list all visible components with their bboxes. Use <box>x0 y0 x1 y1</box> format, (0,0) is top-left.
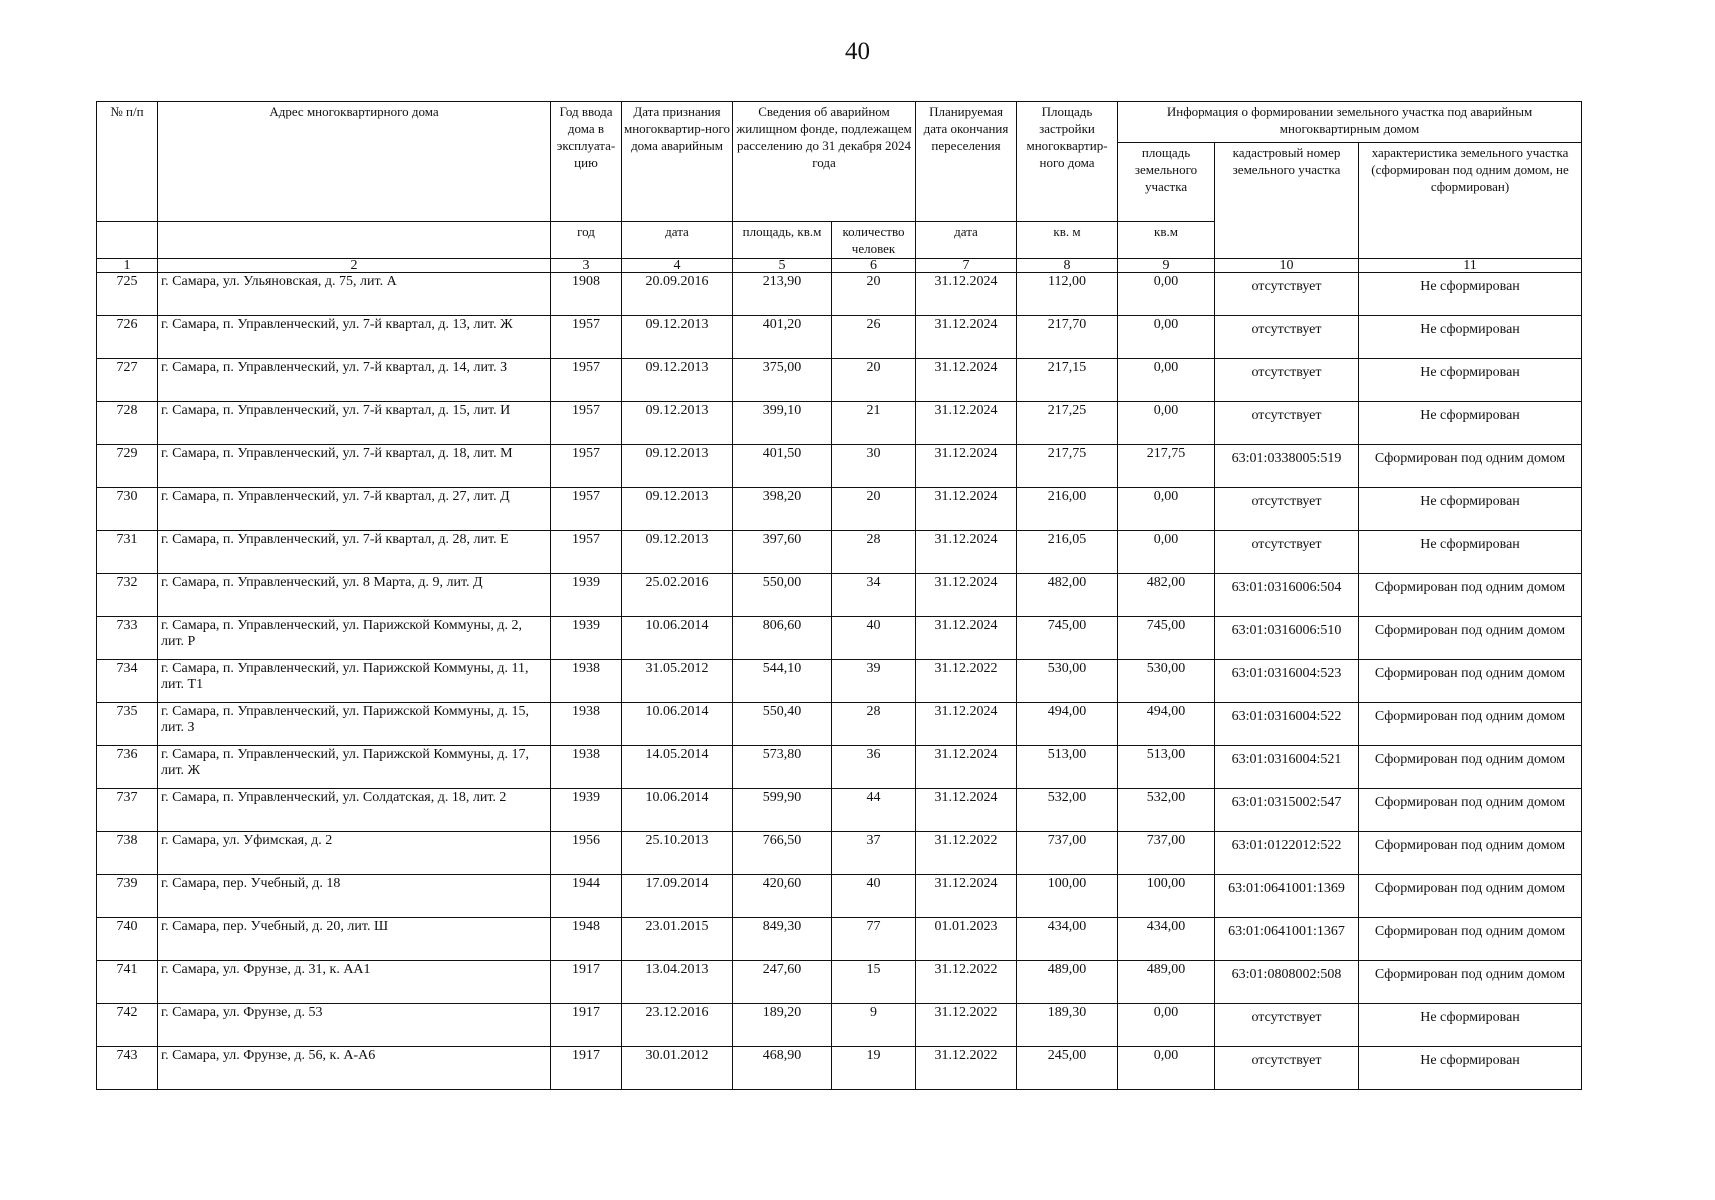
built-area-cell: 189,30 <box>1017 1004 1118 1047</box>
people-cell: 34 <box>832 574 916 617</box>
row-number: 736 <box>97 746 158 789</box>
planned-date-cell: 01.01.2023 <box>916 918 1017 961</box>
address-cell: г. Самара, п. Управленческий, ул. 7-й квартал, д. 27, лит. Д <box>158 488 551 531</box>
cadastral-cell: отсутствует <box>1215 359 1359 402</box>
address-cell: г. Самара, ул. Фрунзе, д. 53 <box>158 1004 551 1047</box>
table-row <box>97 617 1582 660</box>
cadastral-cell: 63:01:0316004:521 <box>1215 746 1359 789</box>
column-number: 3 <box>551 259 622 273</box>
date-cell: 10.06.2014 <box>622 789 733 832</box>
unit-address <box>158 222 551 259</box>
unit-year: год <box>551 222 622 259</box>
people-cell: 28 <box>832 531 916 574</box>
characteristic-cell: Сформирован под одним домом <box>1359 660 1582 703</box>
area-cell: 213,90 <box>733 273 832 316</box>
address-cell: г. Самара, ул. Уфимская, д. 2 <box>158 832 551 875</box>
column-number: 8 <box>1017 259 1118 273</box>
unit-no <box>97 222 158 259</box>
row-number: 737 <box>97 789 158 832</box>
row-number: 740 <box>97 918 158 961</box>
area-cell: 599,90 <box>733 789 832 832</box>
unit-land-area: кв.м <box>1118 222 1215 259</box>
planned-date-cell: 31.12.2024 <box>916 488 1017 531</box>
land-area-cell: 482,00 <box>1118 574 1215 617</box>
land-area-cell: 0,00 <box>1118 531 1215 574</box>
land-area-cell: 0,00 <box>1118 1004 1215 1047</box>
row-number: 728 <box>97 402 158 445</box>
planned-date-cell: 31.12.2022 <box>916 832 1017 875</box>
people-cell: 21 <box>832 402 916 445</box>
column-number: 1 <box>97 259 158 273</box>
people-cell: 77 <box>832 918 916 961</box>
date-cell: 14.05.2014 <box>622 746 733 789</box>
column-number: 2 <box>158 259 551 273</box>
cadastral-cell: 63:01:0316004:523 <box>1215 660 1359 703</box>
row-number: 734 <box>97 660 158 703</box>
header-characteristic: характеристика земельного участка (сформирован под одним домом, не сформирован) <box>1359 143 1582 259</box>
planned-date-cell: 31.12.2024 <box>916 617 1017 660</box>
page-number: 40 <box>845 38 870 65</box>
built-area-cell: 482,00 <box>1017 574 1118 617</box>
table-row <box>97 961 1582 1004</box>
cadastral-cell: отсутствует <box>1215 402 1359 445</box>
date-cell: 17.09.2014 <box>622 875 733 918</box>
cadastral-cell: отсутствует <box>1215 316 1359 359</box>
header-no: № п/п <box>97 102 158 222</box>
date-cell: 30.01.2012 <box>622 1047 733 1090</box>
built-area-cell: 216,05 <box>1017 531 1118 574</box>
row-number: 732 <box>97 574 158 617</box>
table-row <box>97 316 1582 359</box>
column-number: 6 <box>832 259 916 273</box>
header-date-recognized: Дата признания многоквартир-ного дома аварийным <box>622 102 733 222</box>
row-number: 735 <box>97 703 158 746</box>
row-number: 731 <box>97 531 158 574</box>
row-number: 742 <box>97 1004 158 1047</box>
row-number: 733 <box>97 617 158 660</box>
people-cell: 20 <box>832 488 916 531</box>
date-cell: 23.01.2015 <box>622 918 733 961</box>
row-number: 743 <box>97 1047 158 1090</box>
table-row <box>97 574 1582 617</box>
area-cell: 573,80 <box>733 746 832 789</box>
area-cell: 398,20 <box>733 488 832 531</box>
built-area-cell: 745,00 <box>1017 617 1118 660</box>
characteristic-cell: Сформирован под одним домом <box>1359 574 1582 617</box>
built-area-cell: 217,70 <box>1017 316 1118 359</box>
area-cell: 401,20 <box>733 316 832 359</box>
planned-date-cell: 31.12.2024 <box>916 316 1017 359</box>
planned-date-cell: 31.12.2024 <box>916 273 1017 316</box>
cadastral-cell: 63:01:0315002:547 <box>1215 789 1359 832</box>
land-area-cell: 489,00 <box>1118 961 1215 1004</box>
table-body <box>97 273 1582 1090</box>
characteristic-cell: Сформирован под одним домом <box>1359 617 1582 660</box>
characteristic-cell: Не сформирован <box>1359 402 1582 445</box>
year-cell: 1939 <box>551 789 622 832</box>
people-cell: 9 <box>832 1004 916 1047</box>
area-cell: 806,60 <box>733 617 832 660</box>
land-area-cell: 0,00 <box>1118 316 1215 359</box>
built-area-cell: 217,15 <box>1017 359 1118 402</box>
characteristic-cell: Сформирован под одним домом <box>1359 918 1582 961</box>
area-cell: 550,00 <box>733 574 832 617</box>
planned-date-cell: 31.12.2024 <box>916 574 1017 617</box>
characteristic-cell: Не сформирован <box>1359 1047 1582 1090</box>
land-area-cell: 494,00 <box>1118 703 1215 746</box>
people-cell: 40 <box>832 617 916 660</box>
area-cell: 401,50 <box>733 445 832 488</box>
planned-date-cell: 31.12.2024 <box>916 359 1017 402</box>
area-cell: 849,30 <box>733 918 832 961</box>
area-cell: 247,60 <box>733 961 832 1004</box>
row-number: 726 <box>97 316 158 359</box>
built-area-cell: 530,00 <box>1017 660 1118 703</box>
cadastral-cell: 63:01:0641001:1369 <box>1215 875 1359 918</box>
unit-built-area: кв. м <box>1017 222 1118 259</box>
built-area-cell: 513,00 <box>1017 746 1118 789</box>
unit-planned-date: дата <box>916 222 1017 259</box>
table-row <box>97 445 1582 488</box>
people-cell: 44 <box>832 789 916 832</box>
row-number: 730 <box>97 488 158 531</box>
column-number: 9 <box>1118 259 1215 273</box>
land-area-cell: 737,00 <box>1118 832 1215 875</box>
people-cell: 20 <box>832 359 916 402</box>
characteristic-cell: Не сформирован <box>1359 1004 1582 1047</box>
unit-date: дата <box>622 222 733 259</box>
cadastral-cell: 63:01:0808002:508 <box>1215 961 1359 1004</box>
people-cell: 15 <box>832 961 916 1004</box>
characteristic-cell: Не сформирован <box>1359 531 1582 574</box>
land-area-cell: 434,00 <box>1118 918 1215 961</box>
planned-date-cell: 31.12.2022 <box>916 961 1017 1004</box>
planned-date-cell: 31.12.2024 <box>916 531 1017 574</box>
land-area-cell: 0,00 <box>1118 359 1215 402</box>
built-area-cell: 489,00 <box>1017 961 1118 1004</box>
date-cell: 20.09.2016 <box>622 273 733 316</box>
year-cell: 1957 <box>551 359 622 402</box>
people-cell: 19 <box>832 1047 916 1090</box>
table-row <box>97 789 1582 832</box>
address-cell: г. Самара, п. Управленческий, ул. Солдатская, д. 18, лит. 2 <box>158 789 551 832</box>
people-cell: 39 <box>832 660 916 703</box>
table-row <box>97 531 1582 574</box>
area-cell: 468,90 <box>733 1047 832 1090</box>
row-number: 729 <box>97 445 158 488</box>
cadastral-cell: 63:01:0641001:1367 <box>1215 918 1359 961</box>
year-cell: 1956 <box>551 832 622 875</box>
planned-date-cell: 31.12.2024 <box>916 789 1017 832</box>
characteristic-cell: Сформирован под одним домом <box>1359 875 1582 918</box>
year-cell: 1938 <box>551 703 622 746</box>
characteristic-cell: Сформирован под одним домом <box>1359 746 1582 789</box>
planned-date-cell: 31.12.2024 <box>916 703 1017 746</box>
area-cell: 550,40 <box>733 703 832 746</box>
built-area-cell: 737,00 <box>1017 832 1118 875</box>
table-row <box>97 746 1582 789</box>
address-cell: г. Самара, п. Управленческий, ул. 8 Марта, д. 9, лит. Д <box>158 574 551 617</box>
column-number: 7 <box>916 259 1017 273</box>
cadastral-cell: отсутствует <box>1215 531 1359 574</box>
planned-date-cell: 31.12.2022 <box>916 660 1017 703</box>
table-row <box>97 660 1582 703</box>
table-row <box>97 918 1582 961</box>
unit-area: площадь, кв.м <box>733 222 832 259</box>
table-row <box>97 1047 1582 1090</box>
people-cell: 40 <box>832 875 916 918</box>
characteristic-cell: Сформирован под одним домом <box>1359 961 1582 1004</box>
date-cell: 23.12.2016 <box>622 1004 733 1047</box>
column-number: 5 <box>733 259 832 273</box>
built-area-cell: 217,25 <box>1017 402 1118 445</box>
date-cell: 09.12.2013 <box>622 316 733 359</box>
row-number: 739 <box>97 875 158 918</box>
planned-date-cell: 31.12.2022 <box>916 1004 1017 1047</box>
planned-date-cell: 31.12.2024 <box>916 402 1017 445</box>
year-cell: 1908 <box>551 273 622 316</box>
date-cell: 13.04.2013 <box>622 961 733 1004</box>
cadastral-cell: 63:01:0316006:510 <box>1215 617 1359 660</box>
address-cell: г. Самара, пер. Учебный, д. 20, лит. Ш <box>158 918 551 961</box>
column-number: 10 <box>1215 259 1359 273</box>
table-row <box>97 875 1582 918</box>
built-area-cell: 532,00 <box>1017 789 1118 832</box>
year-cell: 1957 <box>551 316 622 359</box>
year-cell: 1939 <box>551 574 622 617</box>
built-area-cell: 494,00 <box>1017 703 1118 746</box>
cadastral-cell: 63:01:0316006:504 <box>1215 574 1359 617</box>
address-cell: г. Самара, пер. Учебный, д. 18 <box>158 875 551 918</box>
year-cell: 1944 <box>551 875 622 918</box>
area-cell: 397,60 <box>733 531 832 574</box>
characteristic-cell: Сформирован под одним домом <box>1359 832 1582 875</box>
date-cell: 25.02.2016 <box>622 574 733 617</box>
land-area-cell: 0,00 <box>1118 402 1215 445</box>
header-built-area: Площадь застройки многоквартир-ного дома <box>1017 102 1118 222</box>
date-cell: 09.12.2013 <box>622 531 733 574</box>
people-cell: 26 <box>832 316 916 359</box>
built-area-cell: 434,00 <box>1017 918 1118 961</box>
year-cell: 1917 <box>551 961 622 1004</box>
column-number: 4 <box>622 259 733 273</box>
area-cell: 420,60 <box>733 875 832 918</box>
cadastral-cell: отсутствует <box>1215 488 1359 531</box>
unit-people: количество человек <box>832 222 916 259</box>
header-year-commissioned: Год ввода дома в эксплуата-цию <box>551 102 622 222</box>
year-cell: 1957 <box>551 488 622 531</box>
address-cell: г. Самара, п. Управленческий, ул. 7-й квартал, д. 15, лит. И <box>158 402 551 445</box>
land-area-cell: 100,00 <box>1118 875 1215 918</box>
land-area-cell: 745,00 <box>1118 617 1215 660</box>
address-cell: г. Самара, п. Управленческий, ул. 7-й квартал, д. 13, лит. Ж <box>158 316 551 359</box>
row-number: 741 <box>97 961 158 1004</box>
header-address: Адрес многоквартирного дома <box>158 102 551 222</box>
people-cell: 37 <box>832 832 916 875</box>
address-cell: г. Самара, п. Управленческий, ул. 7-й квартал, д. 18, лит. М <box>158 445 551 488</box>
year-cell: 1917 <box>551 1004 622 1047</box>
date-cell: 09.12.2013 <box>622 445 733 488</box>
table-row <box>97 359 1582 402</box>
area-cell: 544,10 <box>733 660 832 703</box>
characteristic-cell: Сформирован под одним домом <box>1359 789 1582 832</box>
date-cell: 10.06.2014 <box>622 617 733 660</box>
characteristic-cell: Сформирован под одним домом <box>1359 445 1582 488</box>
date-cell: 25.10.2013 <box>622 832 733 875</box>
planned-date-cell: 31.12.2024 <box>916 746 1017 789</box>
characteristic-cell: Не сформирован <box>1359 359 1582 402</box>
address-cell: г. Самара, ул. Фрунзе, д. 56, к. А-А6 <box>158 1047 551 1090</box>
people-cell: 36 <box>832 746 916 789</box>
cadastral-cell: отсутствует <box>1215 1047 1359 1090</box>
people-cell: 30 <box>832 445 916 488</box>
emergency-housing-table <box>96 101 1582 1090</box>
people-cell: 28 <box>832 703 916 746</box>
land-area-cell: 513,00 <box>1118 746 1215 789</box>
year-cell: 1938 <box>551 746 622 789</box>
table-row <box>97 273 1582 316</box>
built-area-cell: 245,00 <box>1017 1047 1118 1090</box>
address-cell: г. Самара, п. Управленческий, ул. 7-й квартал, д. 28, лит. Е <box>158 531 551 574</box>
table-row <box>97 832 1582 875</box>
date-cell: 09.12.2013 <box>622 488 733 531</box>
header-emergency-fund: Сведения об аварийном жилищном фонде, подлежащем расселению до 31 декабря 2024 года <box>733 102 916 222</box>
address-cell: г. Самара, п. Управленческий, ул. Парижской Коммуны, д. 2, лит. Р <box>158 617 551 660</box>
planned-date-cell: 31.12.2024 <box>916 875 1017 918</box>
table-row <box>97 402 1582 445</box>
table-row <box>97 1004 1582 1047</box>
header-planned-date: Планируемая дата окончания переселения <box>916 102 1017 222</box>
year-cell: 1939 <box>551 617 622 660</box>
address-cell: г. Самара, ул. Фрунзе, д. 31, к. АА1 <box>158 961 551 1004</box>
land-area-cell: 0,00 <box>1118 273 1215 316</box>
date-cell: 09.12.2013 <box>622 359 733 402</box>
address-cell: г. Самара, п. Управленческий, ул. Парижской Коммуны, д. 11, лит. Т1 <box>158 660 551 703</box>
row-number: 725 <box>97 273 158 316</box>
land-area-cell: 217,75 <box>1118 445 1215 488</box>
area-cell: 399,10 <box>733 402 832 445</box>
year-cell: 1957 <box>551 531 622 574</box>
land-area-cell: 530,00 <box>1118 660 1215 703</box>
characteristic-cell: Не сформирован <box>1359 273 1582 316</box>
planned-date-cell: 31.12.2022 <box>916 1047 1017 1090</box>
characteristic-cell: Сформирован под одним домом <box>1359 703 1582 746</box>
address-cell: г. Самара, п. Управленческий, ул. 7-й квартал, д. 14, лит. З <box>158 359 551 402</box>
table-row <box>97 703 1582 746</box>
land-area-cell: 0,00 <box>1118 1047 1215 1090</box>
address-cell: г. Самара, п. Управленческий, ул. Парижской Коммуны, д. 17, лит. Ж <box>158 746 551 789</box>
area-cell: 189,20 <box>733 1004 832 1047</box>
built-area-cell: 217,75 <box>1017 445 1118 488</box>
row-number: 738 <box>97 832 158 875</box>
built-area-cell: 216,00 <box>1017 488 1118 531</box>
cadastral-cell: 63:01:0338005:519 <box>1215 445 1359 488</box>
characteristic-cell: Не сформирован <box>1359 488 1582 531</box>
header-cadastral: кадастровый номер земельного участка <box>1215 143 1359 259</box>
address-cell: г. Самара, п. Управленческий, ул. Парижской Коммуны, д. 15, лит. З <box>158 703 551 746</box>
row-number: 727 <box>97 359 158 402</box>
date-cell: 10.06.2014 <box>622 703 733 746</box>
area-cell: 375,00 <box>733 359 832 402</box>
cadastral-cell: 63:01:0316004:522 <box>1215 703 1359 746</box>
cadastral-cell: 63:01:0122012:522 <box>1215 832 1359 875</box>
built-area-cell: 100,00 <box>1017 875 1118 918</box>
year-cell: 1938 <box>551 660 622 703</box>
date-cell: 09.12.2013 <box>622 402 733 445</box>
area-cell: 766,50 <box>733 832 832 875</box>
built-area-cell: 112,00 <box>1017 273 1118 316</box>
cadastral-cell: отсутствует <box>1215 273 1359 316</box>
column-number: 11 <box>1359 259 1582 273</box>
header-land-info: Информация о формировании земельного участка под аварийным многоквартирным домом <box>1118 102 1582 143</box>
people-cell: 20 <box>832 273 916 316</box>
table-row <box>97 488 1582 531</box>
date-cell: 31.05.2012 <box>622 660 733 703</box>
planned-date-cell: 31.12.2024 <box>916 445 1017 488</box>
characteristic-cell: Не сформирован <box>1359 316 1582 359</box>
land-area-cell: 532,00 <box>1118 789 1215 832</box>
column-number-row <box>97 259 1582 273</box>
address-cell: г. Самара, ул. Ульяновская, д. 75, лит. А <box>158 273 551 316</box>
year-cell: 1957 <box>551 445 622 488</box>
header-land-area: площадь земельного участка <box>1118 143 1215 222</box>
year-cell: 1957 <box>551 402 622 445</box>
year-cell: 1948 <box>551 918 622 961</box>
year-cell: 1917 <box>551 1047 622 1090</box>
land-area-cell: 0,00 <box>1118 488 1215 531</box>
cadastral-cell: отсутствует <box>1215 1004 1359 1047</box>
